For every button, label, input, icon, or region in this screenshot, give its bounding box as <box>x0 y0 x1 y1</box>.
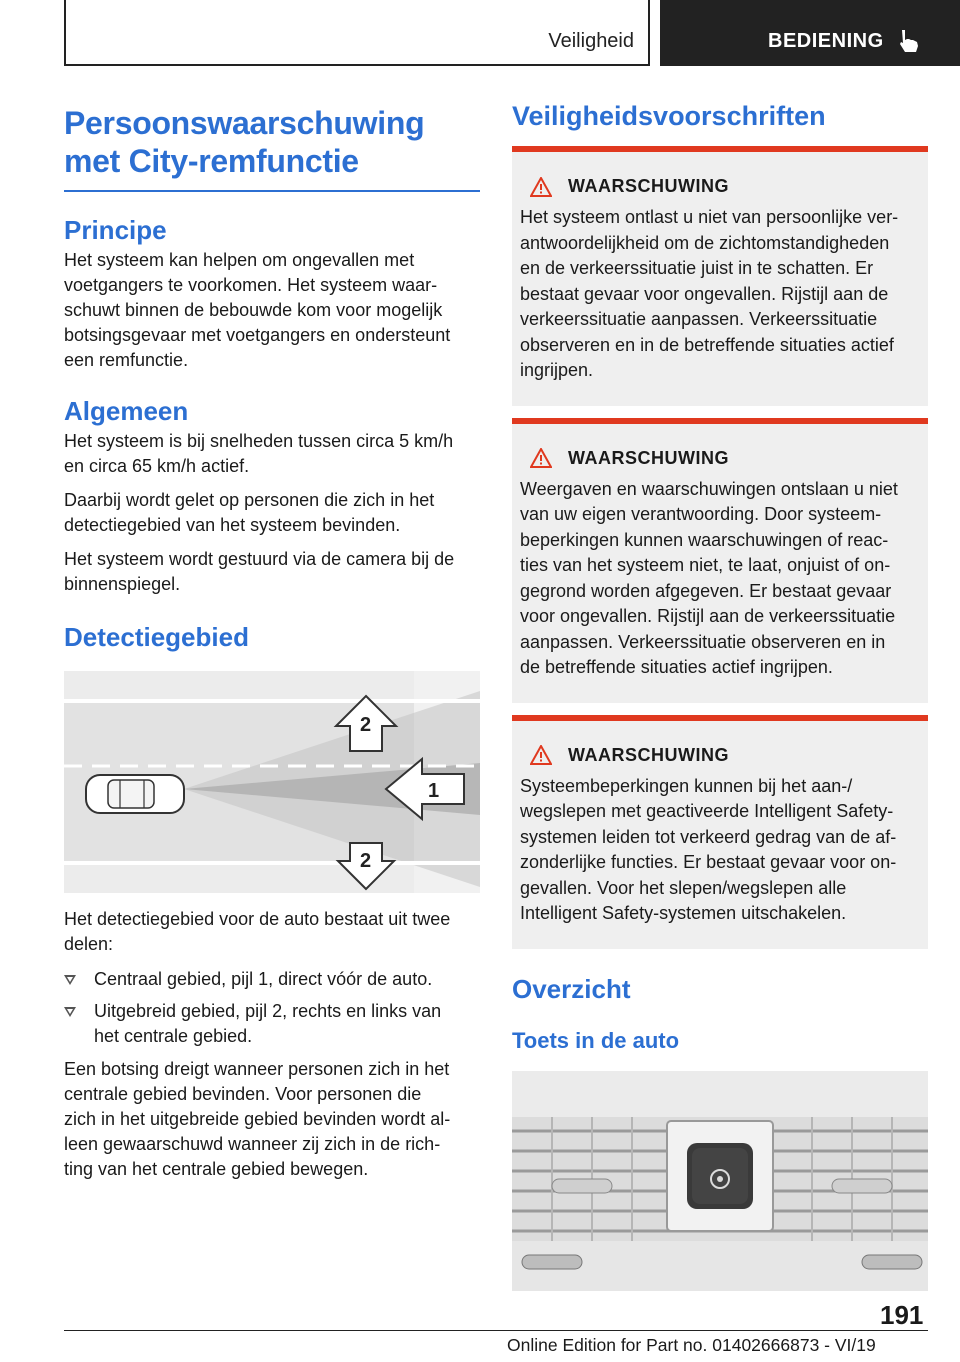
right-column <box>512 100 928 1291</box>
text-line: en de verkeerssituatie juist in te schatten. Er <box>520 258 874 278</box>
text-line: Het systeem ontlast u niet van persoonlijke ver- <box>520 207 899 227</box>
detection-area-diagram <box>64 671 480 893</box>
section-tab-label: Veiligheid <box>548 30 634 52</box>
page-title-line: Persoonswaarschuwing <box>64 105 425 141</box>
detectiegebied-intro <box>64 907 480 957</box>
warning-title <box>530 745 920 766</box>
text-line: delen: <box>64 934 114 954</box>
text-line: de betreffende situaties actief ingrijpen. <box>520 657 833 677</box>
text-line: aanpassen. Verkeerssituatie observeren en in <box>520 631 886 652</box>
text-line: antwoordelijkheid om de zichtomstandigheden <box>520 232 890 253</box>
text-line: schuwt binnen de bebouwde kom voor mogelijk <box>64 300 443 320</box>
list-item <box>64 967 480 992</box>
warning-text <box>520 774 920 927</box>
text-line: Intelligent Safety-systemen uitschakelen. <box>520 903 847 923</box>
text-line: observeren en in de betreffende situaties actief <box>520 334 894 355</box>
bullet-triangle-icon <box>64 975 76 985</box>
text-line: verkeerssituatie aanpassen. Verkeerssituatie <box>520 309 878 329</box>
detection-area-figure <box>64 671 480 893</box>
arrow-label-center: 1 <box>428 780 440 802</box>
text-line: zonderlijke functies. Er bestaat gevaar voor on- <box>520 852 897 872</box>
warning-title-label: WAARSCHUWING <box>568 176 729 196</box>
heading-overzicht: Overzicht <box>512 973 631 1004</box>
text-line: Uitgebreid gebied, pijl 2, rechts en links van <box>94 1001 442 1021</box>
text-line: Een botsing dreigt wanneer personen zich in het <box>64 1059 450 1079</box>
text-line: voor ongevallen. Rijstijl aan de verkeerssituatie <box>520 606 896 626</box>
warning-title-label: WAARSCHUWING <box>568 447 729 468</box>
car-icon <box>86 775 184 813</box>
principe-text <box>64 248 480 373</box>
warning-title <box>530 176 920 197</box>
footer-rule <box>64 1330 928 1331</box>
text-line: een remfunctie. <box>64 350 189 370</box>
text-line: Weergaven en waarschuwingen ontslaan u niet <box>520 478 898 499</box>
text-line: Systeembeperkingen kunnen bij het aan-/ <box>520 775 853 796</box>
warning-box <box>512 146 928 406</box>
warning-triangle-icon <box>530 745 552 765</box>
text-line: gevallen. Voor het slepen/wegslepen alle <box>520 877 847 898</box>
left-column <box>64 104 480 1182</box>
algemeen-p1 <box>64 429 480 479</box>
text-line: centrale gebied bevinden. Voor personen die <box>64 1084 422 1104</box>
warning-box <box>512 715 928 949</box>
chapter-tab-label: BEDIENING <box>768 30 884 52</box>
warning-triangle-icon <box>530 177 552 197</box>
text-line: Het systeem kan helpen om ongevallen met <box>64 250 415 270</box>
text-line: van uw eigen verantwoording. Door systeem- <box>520 504 882 524</box>
text-line: en circa 65 km/h actief. <box>64 456 250 476</box>
pointing-hand-icon <box>896 28 922 54</box>
button-in-car-figure <box>512 1071 928 1291</box>
text-line: ties van het systeem niet, te laat, onjuist of on- <box>520 555 891 575</box>
warning-box <box>512 418 928 703</box>
text-line: Centraal gebied, pijl 1, direct vóór de auto. <box>94 969 433 989</box>
text-line: binnenspiegel. <box>64 574 181 594</box>
text-line: ingrijpen. <box>520 360 594 380</box>
text-line: leen gewaarschuwd wanneer zij zich in de rich- <box>64 1134 441 1154</box>
air-vent-photo <box>512 1071 928 1291</box>
text-line: Daarbij wordt gelet op personen die zich in het <box>64 490 435 510</box>
algemeen-p3 <box>64 547 480 597</box>
heading-detectiegebied: Detectiegebied <box>64 622 249 652</box>
heading-veiligheidsvoorschriften: Veiligheidsvoorschriften <box>512 101 826 131</box>
bullet-triangle-icon <box>64 1007 76 1017</box>
text-line: botsingsgevaar met voetgangers en ondersteunt <box>64 325 451 345</box>
text-line: voetgangers te voorkomen. Het systeem waar- <box>64 275 438 295</box>
warning-text <box>520 205 920 384</box>
page-title <box>64 104 480 180</box>
warning-text <box>520 477 920 681</box>
text-line: beperkingen kunnen waarschuwingen of reac- <box>520 529 889 550</box>
text-line: Het detectiegebied voor de auto bestaat uit twee <box>64 909 451 929</box>
text-line: bestaat gevaar voor ongevallen. Rijstijl aan de <box>520 283 889 304</box>
text-line: gegrond worden afgegeven. Er bestaat gevaar <box>520 580 892 601</box>
warning-triangle-icon <box>530 448 552 468</box>
text-line: wegslepen met geactiveerde Intelligent Safety- <box>520 801 894 821</box>
text-line: ting van het centrale gebied bewegen. <box>64 1159 369 1179</box>
page-title-line: met City-remfunctie <box>64 143 359 179</box>
subheading-toets: Toets in de auto <box>512 1027 680 1053</box>
warning-title <box>530 448 920 469</box>
text-line: het centrale gebied. <box>94 1026 253 1046</box>
detectiegebied-closing <box>64 1057 480 1182</box>
edition-text: Online Edition for Part no. 01402666873 - VI/19 <box>507 1335 876 1355</box>
page-number: 191 <box>880 1300 924 1330</box>
text-line: Het systeem wordt gestuurd via de camera bij de <box>64 549 455 569</box>
arrow-label-top: 2 <box>360 714 372 736</box>
arrow-label-bottom: 2 <box>360 850 372 872</box>
section-tab <box>64 0 650 66</box>
text-line: zich in het uitgebreide gebied bevinden wordt al- <box>64 1109 451 1129</box>
list-item <box>64 999 480 1049</box>
warning-title-label: WAARSCHUWING <box>568 744 729 765</box>
title-rule <box>64 190 480 192</box>
text-line: Het systeem is bij snelheden tussen circa 5 km/h <box>64 431 454 451</box>
text-line: detectiegebied van het systeem bevinden. <box>64 515 401 535</box>
heading-principe: Principe <box>64 215 167 245</box>
text-line: systemen leiden tot verkeerd gedrag van de af- <box>520 826 897 847</box>
algemeen-p2 <box>64 488 480 538</box>
heading-algemeen: Algemeen <box>64 396 189 426</box>
